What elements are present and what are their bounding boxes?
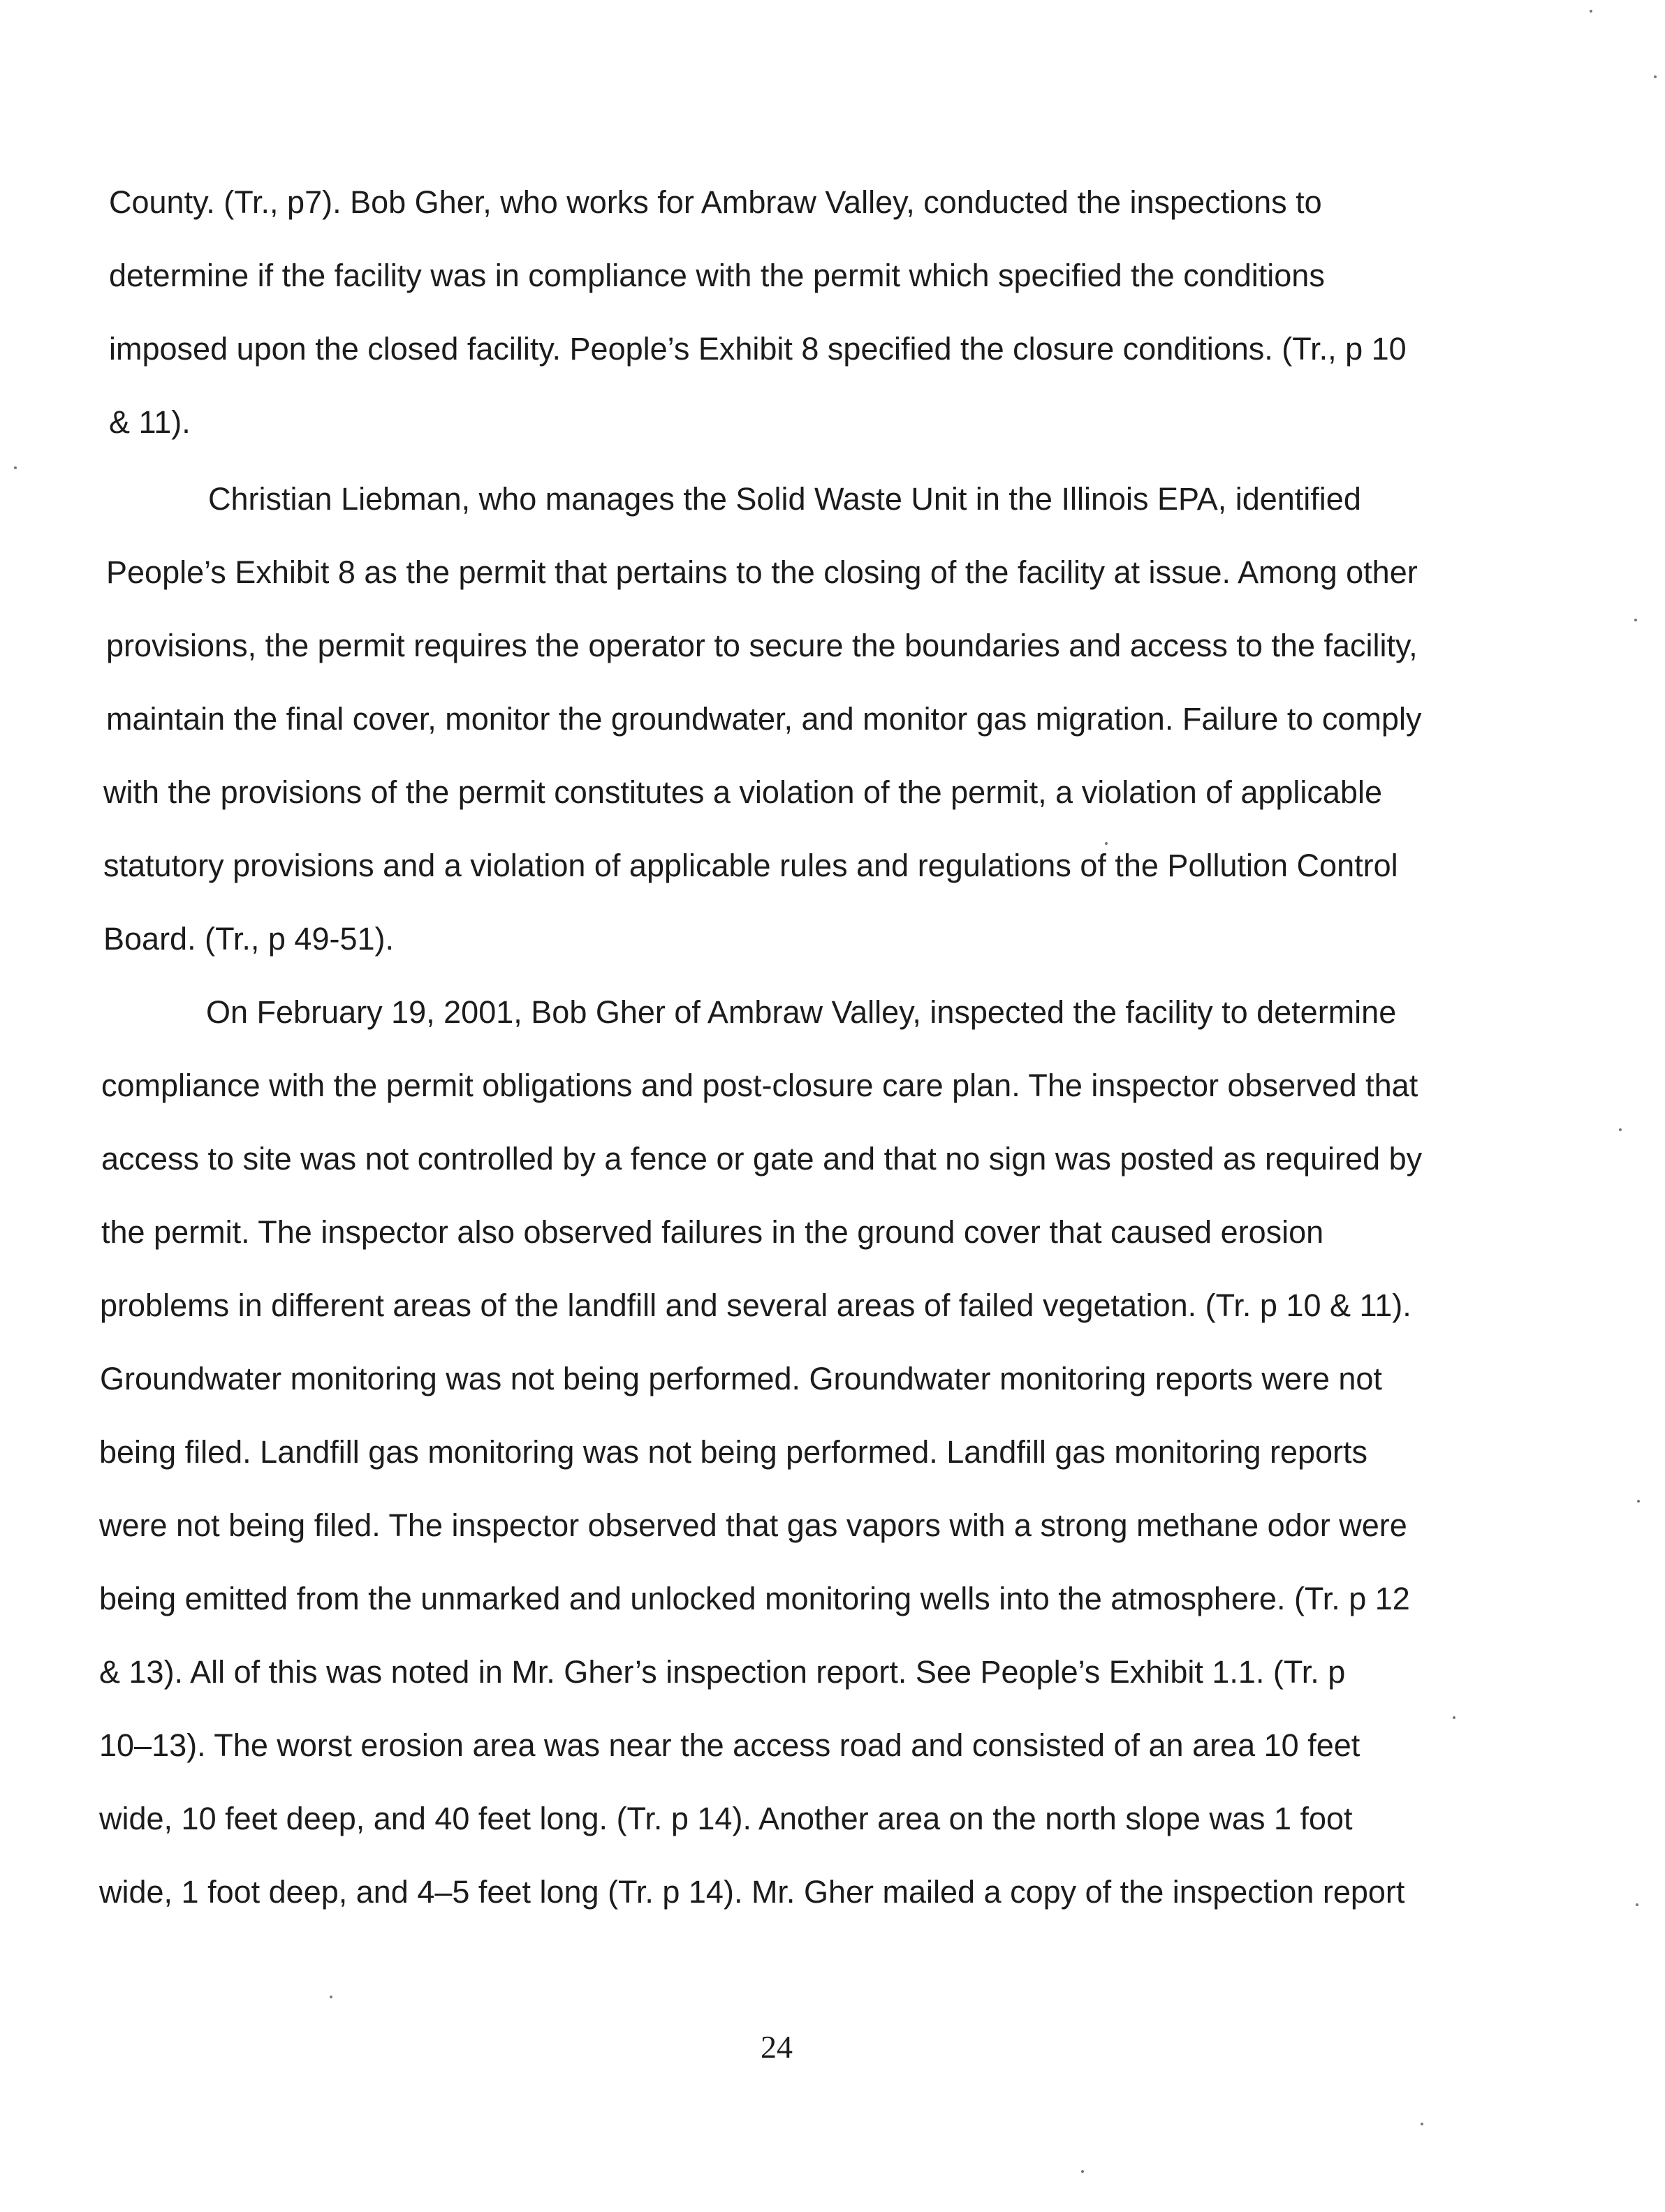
text-line: with the provisions of the permit constitutes a violation of the permit, a violation of applicable (103, 774, 1382, 810)
text-line: County. (Tr., p7). Bob Gher, who works for Ambraw Valley, conducted the inspections to (109, 184, 1322, 220)
text-line: & 13). All of this was noted in Mr. Gher’s inspection report. See People’s Exhibit 1.1. (Tr. p (99, 1654, 1346, 1690)
text-line: provisions, the permit requires the operator to secure the boundaries and access to the facility, (106, 628, 1418, 663)
text-line: being filed. Landfill gas monitoring was not being performed. Landfill gas monitoring reports (99, 1434, 1368, 1470)
text-line: On February 19, 2001, Bob Gher of Ambraw Valley, inspected the facility to determine (206, 994, 1397, 1030)
text-line: & 11). (109, 404, 191, 440)
text-line: compliance with the permit obligations and post-closure care plan. The inspector observed that (101, 1068, 1418, 1103)
text-line: determine if the facility was in compliance with the permit which specified the conditions (109, 258, 1325, 293)
text-line: being emitted from the unmarked and unlocked monitoring wells into the atmosphere. (Tr. p 12 (99, 1581, 1410, 1616)
text-line: People’s Exhibit 8 as the permit that pertains to the closing of the facility at issue. Among other (106, 554, 1418, 590)
scan-speck (1453, 1716, 1455, 1719)
scan-speck (1619, 1128, 1622, 1131)
text-line: were not being filed. The inspector observed that gas vapors with a strong methane odor were (99, 1507, 1407, 1543)
scan-speck (1654, 75, 1657, 78)
scan-speck (1081, 2170, 1084, 2173)
text-line: wide, 1 foot deep, and 4–5 feet long (Tr. p 14). Mr. Gher mailed a copy of the inspection report (99, 1874, 1405, 1910)
text-line: imposed upon the closed facility. People’s Exhibit 8 specified the closure conditions. (Tr., p 10 (109, 331, 1407, 367)
text-line: 10–13). The worst erosion area was near the access road and consisted of an area 10 feet (99, 1727, 1360, 1763)
text-line: statutory provisions and a violation of applicable rules and regulations of the Pollution Control (103, 848, 1398, 883)
scan-speck (1590, 10, 1592, 13)
text-line: the permit. The inspector also observed failures in the ground cover that caused erosion (101, 1214, 1324, 1250)
scan-speck (1636, 1903, 1638, 1906)
text-line: Groundwater monitoring was not being performed. Groundwater monitoring reports were not (100, 1361, 1382, 1396)
page-number: 24 (761, 2029, 793, 2065)
text-line: Christian Liebman, who manages the Solid Waste Unit in the Illinois EPA, identified (208, 481, 1361, 517)
scan-speck (1634, 619, 1637, 621)
text-line: maintain the final cover, monitor the groundwater, and monitor gas migration. Failure to comply (106, 701, 1422, 737)
scan-speck (14, 466, 17, 469)
text-line: access to site was not controlled by a fence or gate and that no sign was posted as required by (101, 1141, 1423, 1177)
scan-speck (1105, 842, 1108, 845)
text-line: Board. (Tr., p 49-51). (103, 921, 395, 957)
text-line: wide, 10 feet deep, and 40 feet long. (Tr. p 14). Another area on the north slope was 1 foot (99, 1801, 1353, 1836)
scan-speck (1421, 2123, 1423, 2125)
text-line: problems in different areas of the landfill and several areas of failed vegetation. (Tr. p 10 & 11). (100, 1288, 1411, 1323)
scan-speck (330, 1996, 332, 1998)
scan-speck (1637, 1500, 1640, 1503)
